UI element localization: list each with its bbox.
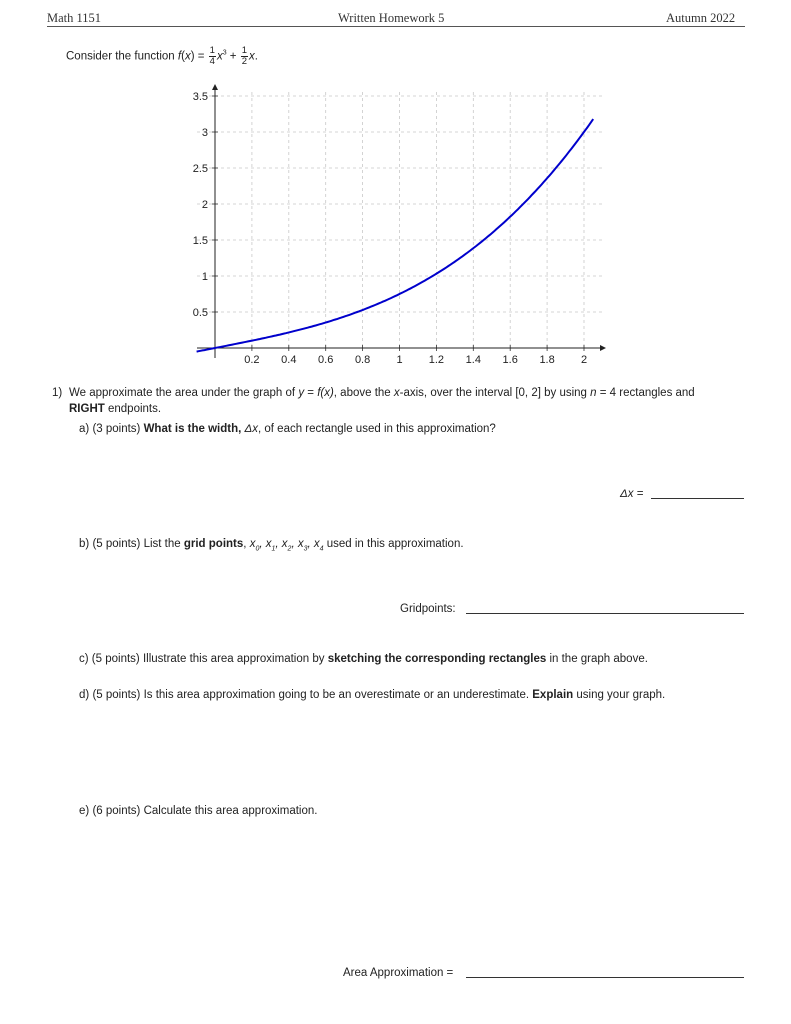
xtick-label-7: 1.6 xyxy=(502,354,518,366)
qb-comma: , xyxy=(243,538,247,550)
question-b xyxy=(79,538,464,552)
xtick-label-8: 1.8 xyxy=(539,354,555,366)
q1-text-b: , above the xyxy=(333,387,391,399)
answer-e-blank[interactable] xyxy=(466,977,744,978)
qa-points: (3 points) xyxy=(92,423,141,435)
qd-text1: Is this area approximation going to be an overestimate or an underestimate. xyxy=(143,689,530,701)
q1-n: n xyxy=(590,387,597,399)
qa-dx: Δx xyxy=(244,423,258,435)
q1-y: y xyxy=(298,387,305,399)
frac2-den: 2 xyxy=(241,56,248,67)
answer-b-label: Gridpoints: xyxy=(400,603,456,615)
exponent: 3 xyxy=(222,49,227,57)
question-1-line1 xyxy=(69,387,695,399)
ytick-label-6: 3.5 xyxy=(192,91,208,103)
qb-label: b) xyxy=(79,538,90,550)
frac1-num: 1 xyxy=(209,45,215,56)
grid-lines xyxy=(197,92,603,348)
function-var: x xyxy=(184,50,191,63)
question-1-number: 1) xyxy=(52,387,63,399)
answer-a-blank[interactable] xyxy=(651,498,744,499)
qc-text1: Illustrate this area approximation by xyxy=(142,653,325,665)
qb-bold: grid points xyxy=(183,538,244,550)
ytick-label-2: 1.5 xyxy=(192,235,208,247)
q1-endpoints: endpoints. xyxy=(107,403,162,415)
ytick-label-0: 0.5 xyxy=(192,307,208,319)
question-d xyxy=(79,689,665,701)
qb-rest: used in this approximation. xyxy=(326,538,464,550)
frac1-den: 4 xyxy=(209,56,215,67)
qa-rest: , of each rectangle used in this approximation? xyxy=(258,423,496,435)
ytick-label-3: 2 xyxy=(201,199,208,211)
qa-bold: What is the width, xyxy=(143,423,242,435)
function-name: f xyxy=(177,50,182,63)
answer-e-label: Area Approximation = xyxy=(343,967,454,979)
intro-prefix: Consider the function xyxy=(66,50,175,63)
plus-sign: + xyxy=(229,50,237,63)
xtick-label-1: 0.4 xyxy=(281,354,297,366)
qa-label: a) xyxy=(79,423,90,435)
qc-label: c) xyxy=(79,653,89,665)
intro-period: . xyxy=(254,50,258,63)
xtick-label-6: 1.4 xyxy=(465,354,481,366)
function-curve xyxy=(197,119,594,352)
answer-b-blank[interactable] xyxy=(466,613,744,614)
xtick-label-2: 0.6 xyxy=(318,354,334,366)
q1-text-a: We approximate the area under the graph of xyxy=(69,387,296,399)
x-axis-arrow xyxy=(600,345,606,351)
axes xyxy=(197,84,606,358)
qc-bold: sketching the corresponding rectangles xyxy=(327,653,547,665)
q1-text-d: = 4 rectangles and xyxy=(599,387,695,399)
q1-eq: = xyxy=(307,387,314,399)
q1-text-c: -axis, over the interval [0, 2] by using xyxy=(399,387,587,399)
qe-label: e) xyxy=(79,805,90,817)
y-axis-arrow xyxy=(212,84,218,90)
frac2-num: 1 xyxy=(241,45,248,56)
ytick-label-4: 2.5 xyxy=(192,163,208,175)
qc-rest: in the graph above. xyxy=(549,653,648,665)
function-definition: Consider the function f(x) = $\frac{1}{4}$ $x^3$ + $\frac{1}{2}$ x. xyxy=(66,45,258,67)
qb-points: (5 points) xyxy=(92,538,141,550)
qd-bold: Explain xyxy=(532,689,574,701)
qb-text1: List the xyxy=(143,538,181,550)
linear-var: x xyxy=(249,50,255,63)
qc-points: (5 points) xyxy=(91,653,140,665)
qd-rest: using your graph. xyxy=(576,689,666,701)
qe-text1: Calculate this area approximation. xyxy=(143,805,318,817)
xtick-label-0: 0.2 xyxy=(244,354,260,366)
question-a xyxy=(79,423,496,435)
assignment-title: Written Homework 5 xyxy=(338,11,445,25)
xtick-label-4: 1 xyxy=(396,354,403,366)
qd-label: d) xyxy=(79,689,90,701)
qb-vars: $x_0$, $x_1$, $x_2$, $x_3$, $x_4$ xyxy=(249,538,324,553)
cubic-var: x xyxy=(216,50,223,63)
q1-fx: f(x) xyxy=(317,387,334,399)
xtick-label-5: 1.2 xyxy=(428,354,445,366)
course-name: Math 1151 xyxy=(47,11,102,25)
xtick-label-3: 0.8 xyxy=(354,354,371,366)
question-1-line2 xyxy=(69,403,161,415)
q1-xvar: x xyxy=(393,387,400,399)
question-e xyxy=(79,805,317,817)
xtick-label-9: 2 xyxy=(580,354,588,366)
qd-points: (5 points) xyxy=(92,689,141,701)
qe-points: (6 points) xyxy=(92,805,141,817)
ytick-label-1: 1 xyxy=(201,271,208,283)
ytick-label-5: 3 xyxy=(201,127,208,139)
q1-right-bold: RIGHT xyxy=(69,403,105,415)
answer-a-label: Δx = xyxy=(620,488,644,500)
function-graph xyxy=(0,0,791,380)
term: Autumn 2022 xyxy=(666,11,736,25)
equals-sign: = xyxy=(197,50,205,63)
question-c xyxy=(79,653,648,665)
